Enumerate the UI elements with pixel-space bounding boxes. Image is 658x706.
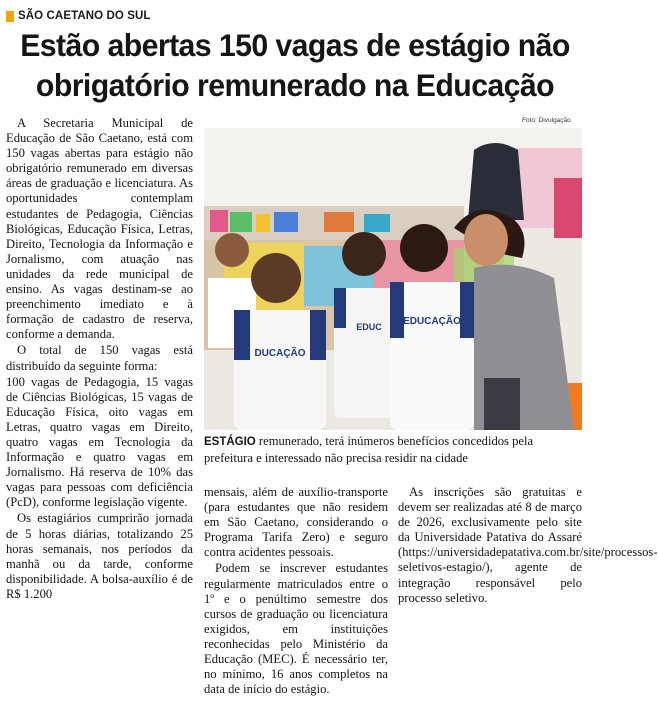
article-paragraph: O total de 150 vagas está distribuído da seguinte forma: <box>6 343 193 373</box>
article-paragraph: Os estagiários cumprirão jornada de 5 horas diárias, totalizando 25 horas semanais, nos períodos da manhã ou da tarde, conforme disponibilidade. A bolsa-auxílio é de R$ 1.200 <box>6 511 193 601</box>
article-paragraph: As inscrições são gratuitas e devem ser realizadas até 8 de março de 2026, exclusivamente pelo site da Universidade Patativa do Assaré (https://universidadepatativa.com.br/site/processos-seletivos-estagio/), agente de integração responsável pelo processo seletivo. <box>398 485 658 605</box>
headline: Estão abertas 150 vagas de estágio não obrigatório remunerado na Educação <box>20 27 570 103</box>
shirt-text: EDUC <box>356 322 382 332</box>
section-marker <box>6 11 14 22</box>
section-header <box>6 9 151 23</box>
shirt-text: EDUCAÇÃO <box>403 316 461 327</box>
article-paragraph: A Secretaria Municipal de Educação de São Caetano, está com 150 vagas abertas para estágio não obrigatório remunerado em diversas áreas de graduação e licenciatura. As oportunidades contemplam estudantes de Pedagogia, Ciências Biológicas, Educação Física, Letras, Direito, Tecnologia da Informação e Jornalismo, com atuação nas unidades da rede municipal de ensino. As vagas destinam-se ao preenchimento imediato e à formação de cadastro de reserva, conforme a demanda. <box>6 116 193 342</box>
photo-credit: Foto: Divulgação <box>522 117 571 124</box>
shirt-text: DUCAÇÃO <box>254 348 306 359</box>
photo-caption <box>204 434 582 466</box>
article-column-3 <box>398 485 658 607</box>
caption-lead: ESTÁGIO <box>204 436 256 448</box>
article-paragraph: mensais, além de auxílio-transporte (para estudantes que não residem em São Caetano, considerando o Programa Tarifa Zero) e seguro contra acidentes pessoais. <box>204 485 388 560</box>
article-paragraph: Podem se inscrever estudantes regularmente matriculados entre o 1º e o penúltimo semestre dos cursos de graduação ou licenciatura exigidos, em instituições reconhecidas pelo Ministério da Educação (MEC). É necessário ter, no mínimo, 16 anos completos na data de início do estágio. <box>204 561 388 697</box>
article-column-2 <box>204 485 388 698</box>
article-column-1 <box>6 116 193 603</box>
classroom-scene <box>204 128 582 430</box>
caption-text: remunerado, terá inúmeros benefícios concedidos pela prefeitura e interessado não precisa residir na cidade <box>204 434 534 465</box>
article-paragraph: 100 vagas de Pedagogia, 15 vagas de Ciências Biológicas, 15 vagas de Educação Física, oito vagas em Letras, quatro vagas em Direito, quatro vagas em Tecnologia da Informação e quatro vagas em Jornalismo. Há reserva de 10% das vagas para pessoas com deficiência (PcD), conforme legislação vigente. <box>6 374 193 510</box>
section-label: SÃO CAETANO DO SUL <box>18 10 151 22</box>
article-photo <box>204 128 582 430</box>
